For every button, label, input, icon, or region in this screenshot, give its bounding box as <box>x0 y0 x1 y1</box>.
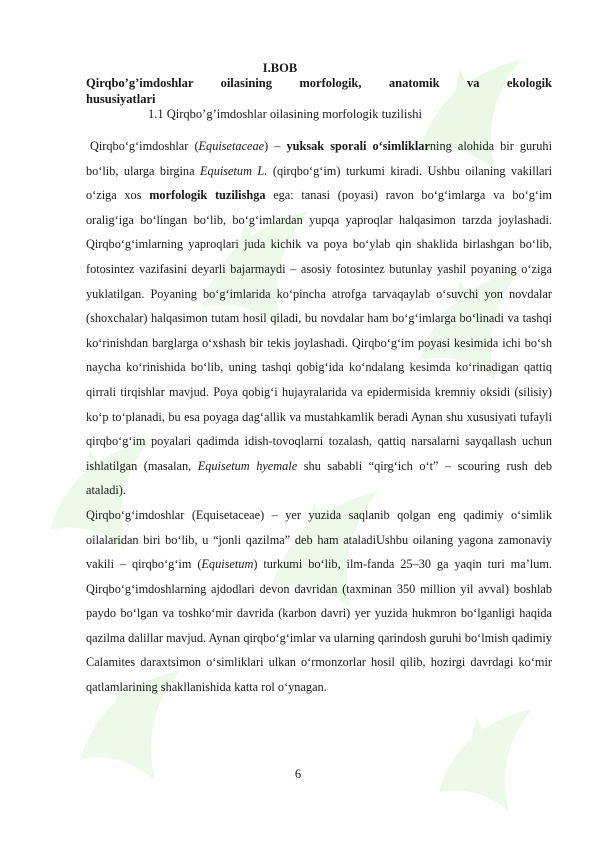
text-run: ega: tanasi (poyasi) ravon bo‘g‘imlarga va bo‘g‘im oralig‘iga bo‘lingan bo‘lib, bo‘g‘imlardan yupqa yaproqlar halqasimon tarzda joylashadi. Qirqbo‘g‘imlarning yaproqlari juda kichik va poya bo‘ylab qin shaklida birlashgan bo‘lib, fotosintez vazifasini deyarli bajarmaydi – asosiy fotosintez butunlay yashil poyaning o‘ziga yuklatilgan. Poyaning bo‘g‘imlarida ko‘pincha atrofga tarvaqaylab o‘suvchi yon novdalar (shoxchalar) halqasimon tutam hosil qiladi, bu novdalar ham bo‘g‘imlarga bo‘linadi va tashqi ko‘rinishdan barglarga o‘xshash bir tekis joylashadi. Qirqbo‘g‘im poyasi kesimida ichi bo‘sh naycha ko‘rinishida bo‘lib, uning tashqi qobig‘ida ko‘ndalang kesimda ko‘rinadigan qattiq qirrali tirqishlar mavjud. Poya qobig‘i hujayralarida va epidermisida kremniy oksidi (silisiy) ko‘p to‘planadi, bu esa poyaga dag‘allik va mustahkamlik beradi Aynan shu xususiyati tufayli qirqbo‘g‘im poyalari qadimda idish-tovoqlarni tozalash, qattiq narsalarni sayqallash uchun ishlatilgan (masalan, <box>86 188 552 473</box>
page-number: 6 <box>294 767 302 781</box>
latin-term: Equisetum <box>201 557 254 572</box>
latin-term: Equisetum L. <box>200 163 268 178</box>
bold-term: morfologik tuzilishga <box>149 188 266 203</box>
text-run: shu sababli “qirg‘ich o‘t” – scouring rush deb ataladi). <box>86 458 553 498</box>
latin-term: Equisetum hyemale <box>197 458 298 473</box>
watermark-logo <box>420 690 560 830</box>
paragraph <box>86 134 552 503</box>
text-run: ) – <box>264 139 287 153</box>
text-run: ning alohida bir guruhi bo‘lib, ularga birgina <box>86 139 552 178</box>
text-run: ) turkumi bo‘lib, ilm-fanda 25–30 ga yaqin turi ma’lum. Qirqbo‘g‘imdoshlarning ajdodlari devon davridan (taxminan 350 million yil avval) boshlab paydo bo‘lgan va toshko‘mir davrida (karbon davri) yer yuzida hukmron bo‘lganligi haqida qazilma dalillar mavjud. Aynan qirqbo‘g‘imlar va ularning qarindosh guruhi bo‘lmish qadimiy Calamites daraxtsimon o‘simliklari ulkan o‘rmonzorlar hosil qilib, hozirgi davrdagi ko‘mir qatlamlarining shakllanishida katta rol o‘ynagan. <box>86 557 552 695</box>
bold-term: yuksak sporali o‘simliklar <box>286 139 430 153</box>
subsection-title: 1.1 Qirqbo’g’imdoshlar oilasining morfologik tuzilishi <box>148 107 422 121</box>
text-run: Qirqbo‘g‘imdoshlar (Equisetaceae) – yer yuzida saqlanib qolgan eng qadimiy o‘simlik oilalaridan biri bo‘lib, u “jonli qazilma” deb ham ataladiUshbu oilaning yagona zamonaviy vakili – qirqbo‘g‘im ( <box>86 507 552 572</box>
body-text <box>86 134 552 700</box>
text-run: Qirqbo‘g‘imdoshlar ( <box>90 139 199 153</box>
section-heading: Qirqbo’g’imdoshlar oilasining morfologik, anatomik va ekologik <box>86 76 552 90</box>
latin-term: Equisetaceae <box>198 139 265 153</box>
paragraph <box>86 503 552 700</box>
chapter-title: I.BOB <box>262 61 298 75</box>
section-heading-continued: hususiyatlari <box>86 92 156 106</box>
text-run: (qirqbo‘g‘im) turkumi kiradi. Ushbu oilaning vakillari o‘ziga xos <box>86 163 552 203</box>
